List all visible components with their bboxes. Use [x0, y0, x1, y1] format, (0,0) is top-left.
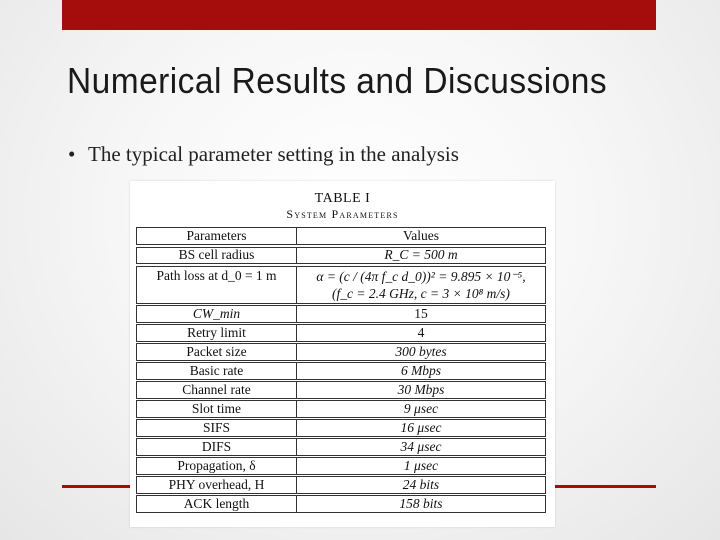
row-parameter: Propagation, δ — [137, 458, 297, 474]
top-accent-bar — [62, 0, 656, 30]
bullet-marker: • — [68, 142, 76, 166]
slide-title: Numerical Results and Discussions — [67, 60, 608, 101]
row-value: 24 bits — [402, 476, 440, 492]
row-value — [297, 267, 545, 303]
table-row — [136, 438, 546, 456]
row-parameter: Retry limit — [137, 325, 297, 341]
row-parameter: PHY overhead, H — [137, 477, 297, 493]
row-value-line2: (f_c = 2.4 GHz, c = 3 × 10⁸ m/s) — [332, 285, 510, 301]
row-parameter: DIFS — [137, 439, 297, 455]
row-parameter: Channel rate — [137, 382, 297, 398]
row-value: 6 Mbps — [400, 362, 442, 378]
table-row — [136, 266, 546, 304]
table-row — [136, 457, 546, 475]
table-caption-number: TABLE I — [314, 191, 371, 206]
table-row — [136, 324, 546, 342]
row-value: 9 μsec — [403, 400, 439, 416]
parameter-table — [136, 227, 546, 514]
table-header-row — [136, 227, 546, 245]
table-row — [136, 305, 546, 323]
table-row — [136, 419, 546, 437]
row-value: 158 bits — [399, 495, 443, 511]
row-parameter: Packet size — [137, 344, 297, 360]
header-parameters: Parameters — [137, 228, 297, 244]
bullet-text: The typical parameter setting in the analysis — [88, 142, 459, 166]
row-parameter: ACK length — [137, 496, 297, 512]
footer-accent-line-right — [553, 485, 656, 488]
row-parameter: Basic rate — [137, 363, 297, 379]
row-value: 30 Mbps — [397, 381, 445, 397]
table-row — [136, 400, 546, 418]
table-row — [136, 476, 546, 494]
header-values: Values — [403, 228, 439, 243]
row-parameter: Slot time — [137, 401, 297, 417]
row-parameter: SIFS — [137, 420, 297, 436]
row-value: 4 — [417, 324, 425, 340]
table-row — [136, 247, 546, 265]
row-value-line1: α = (c / (4π f_c d_0))² = 9.895 × 10⁻⁵, — [316, 268, 526, 284]
row-value: 34 μsec — [400, 438, 442, 454]
table-row — [136, 495, 546, 513]
table-row — [136, 381, 546, 399]
row-value: R_C = 500 m — [384, 247, 458, 263]
table-row — [136, 343, 546, 361]
row-value: 15 — [414, 305, 428, 321]
footer-accent-line-left — [62, 485, 132, 488]
row-value: 16 μsec — [400, 419, 442, 435]
row-value: 300 bytes — [395, 343, 447, 359]
table-caption-title: System Parameters — [286, 207, 399, 221]
table-row — [136, 362, 546, 380]
row-parameter: CW_min — [137, 306, 297, 322]
row-parameter: BS cell radius — [137, 248, 297, 264]
row-parameter: Path loss at d_0 = 1 m — [137, 267, 297, 303]
parameter-table-image — [130, 181, 555, 527]
row-value: 1 μsec — [403, 457, 439, 473]
bullet-item — [68, 142, 459, 167]
